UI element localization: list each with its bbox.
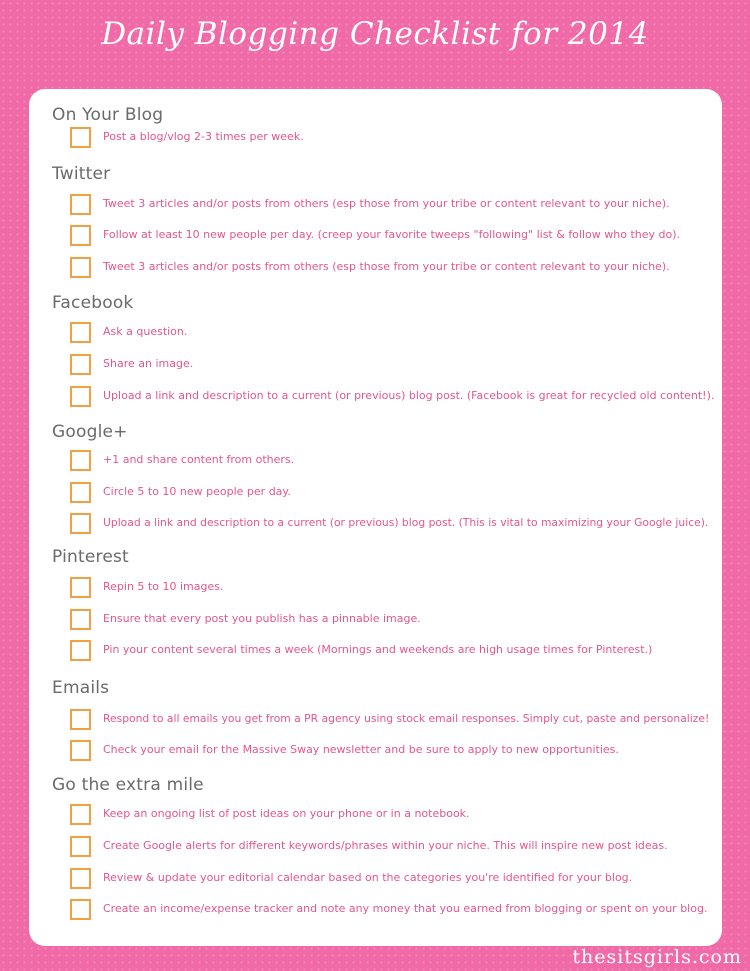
- checkbox[interactable]: [70, 513, 91, 534]
- footer-brand: thesitsgirls.com: [572, 946, 742, 968]
- checkbox[interactable]: [70, 836, 91, 857]
- checklist-item-label: Pin your content several times a week (Mornings and weekends are high usage times for Pinterest.): [103, 643, 653, 656]
- checkbox[interactable]: [70, 709, 91, 730]
- checklist-card: [29, 89, 722, 946]
- checklist-item-label: Tweet 3 articles and/or posts from others (esp those from your tribe or content relevant to your niche).: [103, 197, 670, 210]
- checklist-item-label: Check your email for the Massive Sway newsletter and be sure to apply to new opportunities.: [103, 743, 619, 756]
- checklist-item-label: Tweet 3 articles and/or posts from others (esp those from your tribe or content relevant to your niche).: [103, 260, 670, 273]
- checkbox[interactable]: [70, 577, 91, 598]
- checkbox[interactable]: [70, 868, 91, 889]
- section-heading-on-your-blog: On Your Blog: [52, 105, 164, 125]
- checkbox[interactable]: [70, 354, 91, 375]
- page-title: Daily Blogging Checklist for 2014: [101, 16, 649, 52]
- checkbox[interactable]: [70, 450, 91, 471]
- checkbox[interactable]: [70, 804, 91, 825]
- section-heading-twitter: Twitter: [52, 164, 111, 184]
- checkbox[interactable]: [70, 194, 91, 215]
- checklist-item-label: Keep an ongoing list of post ideas on your phone or in a notebook.: [103, 807, 470, 820]
- checkbox[interactable]: [70, 225, 91, 246]
- checklist-item-label: Circle 5 to 10 new people per day.: [103, 485, 291, 498]
- checkbox[interactable]: [70, 127, 91, 148]
- checklist-item-label: Ask a question.: [103, 325, 188, 338]
- checklist-item-label: Upload a link and description to a current (or previous) blog post. (This is vital to maximizing your Google juice).: [103, 516, 709, 529]
- checklist-item-label: Follow at least 10 new people per day. (creep your favorite tweeps "following" list & follow who they do).: [103, 228, 681, 241]
- checkbox[interactable]: [70, 899, 91, 920]
- checklist-item-label: Respond to all emails you get from a PR agency using stock email responses. Simply cut, paste and personalize!: [103, 712, 710, 725]
- checkbox[interactable]: [70, 386, 91, 407]
- section-heading-facebook: Facebook: [52, 293, 134, 313]
- checklist-item-label: Upload a link and description to a current (or previous) blog post. (Facebook is great for recycled old content!).: [103, 389, 715, 402]
- section-heading-go-the-extra-mile: Go the extra mile: [52, 775, 204, 795]
- checklist-item-label: +1 and share content from others.: [103, 453, 295, 466]
- checklist-item-label: Create an income/expense tracker and note any money that you earned from blogging or spent on your blog.: [103, 902, 708, 915]
- checkbox[interactable]: [70, 640, 91, 661]
- checklist-item-label: Ensure that every post you publish has a pinnable image.: [103, 612, 421, 625]
- checkbox[interactable]: [70, 322, 91, 343]
- section-heading-pinterest: Pinterest: [52, 547, 129, 567]
- checklist-item-label: Share an image.: [103, 357, 194, 370]
- checkbox[interactable]: [70, 257, 91, 278]
- checklist-item-label: Repin 5 to 10 images.: [103, 580, 224, 593]
- section-heading-emails: Emails: [52, 678, 110, 698]
- checklist-item-label: Post a blog/vlog 2-3 times per week.: [103, 130, 304, 143]
- checkbox[interactable]: [70, 482, 91, 503]
- checklist-item-label: Review & update your editorial calendar based on the categories you're identified for your blog.: [103, 871, 633, 884]
- checkbox[interactable]: [70, 740, 91, 761]
- section-heading-google-plus: Google+: [52, 422, 128, 442]
- checklist-item-label: Create Google alerts for different keywords/phrases within your niche. This will inspire new post ideas.: [103, 839, 668, 852]
- checkbox[interactable]: [70, 609, 91, 630]
